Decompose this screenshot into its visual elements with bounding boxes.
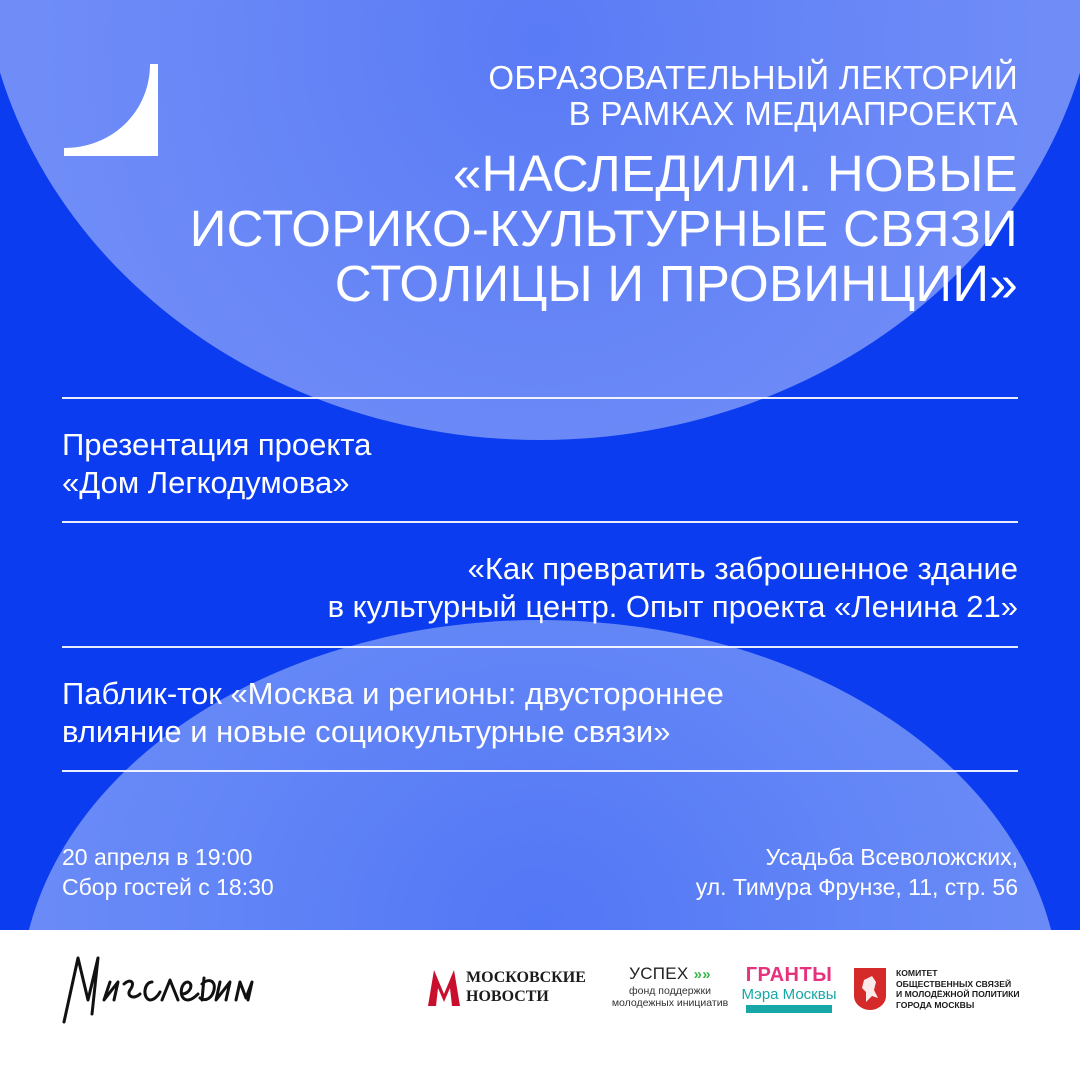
event-date: 20 апреля в 19:00 bbox=[62, 844, 253, 870]
program-item-presentation bbox=[62, 426, 371, 502]
committee-name bbox=[896, 968, 1020, 1010]
grants-title: ГРАНТЫ bbox=[745, 964, 833, 986]
grants-mayor: Мэра Москвы bbox=[741, 986, 837, 1003]
header-subtitle-line: В РАМКАХ МЕДИАПРОЕКТА bbox=[568, 95, 1018, 132]
divider-line bbox=[62, 397, 1018, 399]
uspekh-title bbox=[606, 964, 734, 985]
mayor-grants-logo bbox=[740, 964, 838, 1013]
committee-line: ОБЩЕСТВЕННЫХ СВЯЗЕЙ bbox=[896, 978, 1012, 989]
committee-line: КОМИТЕТ bbox=[896, 968, 938, 978]
uspekh-subtitle-line: фонд поддержки bbox=[628, 985, 712, 997]
program-item-line: Презентация проекта bbox=[62, 427, 372, 462]
header-title-line: СТОЛИЦЫ И ПРОВИНЦИИ» bbox=[334, 255, 1018, 312]
guest-gathering-time: Сбор гостей с 18:30 bbox=[62, 874, 274, 900]
moscow-news-line: НОВОСТИ bbox=[466, 988, 549, 1005]
venue-name: Усадьба Всеволожских, bbox=[765, 844, 1018, 870]
divider-line bbox=[62, 521, 1018, 523]
uspekh-subtitle-line: молодежных инициатив bbox=[611, 997, 729, 1009]
program-item-line: «Как превратить заброшенное здание bbox=[467, 551, 1018, 586]
committee-line: ГОРОДА МОСКВЫ bbox=[896, 999, 975, 1010]
moscow-news-m-icon bbox=[426, 966, 462, 1010]
header-title-line: ИСТОРИКО-КУЛЬТУРНЫЕ СВЯЗИ bbox=[189, 200, 1018, 257]
header-subtitle-line: ОБРАЗОВАТЕЛЬНЫЙ ЛЕКТОРИЙ bbox=[488, 59, 1018, 96]
grants-tagline-bar bbox=[746, 1005, 832, 1013]
divider-line bbox=[62, 770, 1018, 772]
program-item-public-talk bbox=[62, 675, 724, 751]
moscow-coat-of-arms-icon bbox=[852, 966, 888, 1012]
event-location bbox=[696, 842, 1018, 902]
crescent-logo-icon bbox=[62, 62, 160, 160]
program-item-line: «Дом Легкодумова» bbox=[62, 465, 350, 500]
uspekh-arrows-icon: »» bbox=[693, 966, 711, 983]
moscow-news-logo bbox=[426, 966, 596, 1010]
header-title bbox=[190, 146, 1018, 311]
committee-line: И МОЛОДЁЖНОЙ ПОЛИТИКИ bbox=[896, 989, 1020, 999]
header-subtitle bbox=[488, 60, 1018, 132]
venue-address: ул. Тимура Фрунзе, 11, стр. 56 bbox=[695, 874, 1018, 900]
program-item-lecture bbox=[328, 550, 1018, 626]
moscow-news-line: МОСКОВСКИЕ bbox=[466, 969, 586, 986]
header-title-line: «НАСЛЕДИЛИ. НОВЫЕ bbox=[452, 145, 1018, 202]
uspekh-name: УСПЕХ bbox=[629, 964, 689, 983]
moscow-news-name bbox=[466, 968, 586, 1006]
divider-line bbox=[62, 646, 1018, 648]
uspekh-subtitle bbox=[606, 985, 734, 1009]
committee-logo bbox=[852, 966, 1052, 1014]
program-item-line: влияние и новые социокультурные связи» bbox=[62, 714, 671, 749]
event-time bbox=[62, 842, 274, 902]
program-item-line: Паблик-ток «Москва и регионы: двустороннее bbox=[62, 676, 724, 711]
nasledili-brand-logo bbox=[58, 948, 258, 1028]
uspekh-logo bbox=[606, 964, 734, 1009]
program-item-line: в культурный центр. Опыт проекта «Ленина 21» bbox=[327, 589, 1018, 624]
